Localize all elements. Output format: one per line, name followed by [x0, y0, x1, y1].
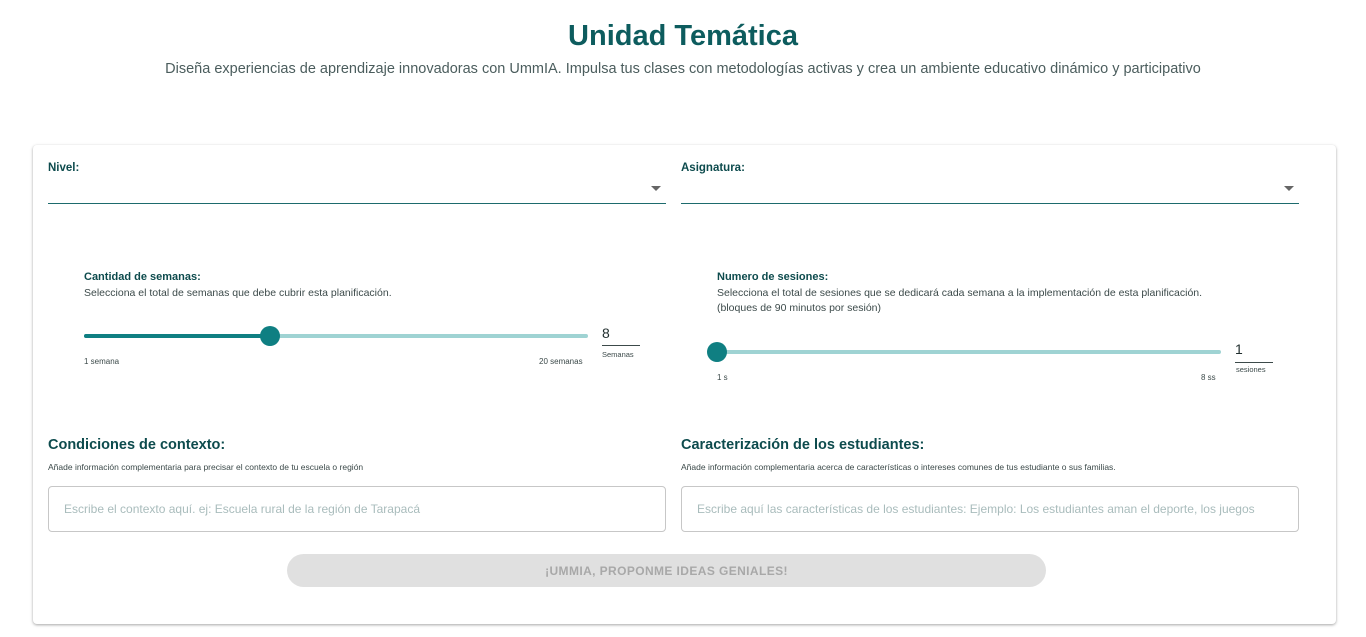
semanas-value[interactable]: 8: [602, 325, 610, 341]
sesiones-max-label: 8 ss: [1201, 373, 1216, 382]
sesiones-description: [717, 286, 1287, 316]
page-subtitle: Diseña experiencias de aprendizaje innovadoras con UmmIA. Impulsa tus clases con metodologías activas y crea un ambiente educativo dinámico y participativo: [165, 61, 1201, 77]
nivel-underline: [48, 203, 666, 204]
estudiantes-title: Caracterización de los estudiantes:: [681, 437, 925, 453]
chevron-down-icon[interactable]: [651, 186, 661, 191]
sesiones-min-label: 1 s: [717, 373, 728, 382]
chevron-down-icon[interactable]: [1284, 186, 1294, 191]
asignatura-select[interactable]: [681, 145, 1299, 205]
semanas-description: Selecciona el total de semanas que debe cubrir esta planificación.: [84, 287, 392, 299]
semanas-slider[interactable]: [84, 334, 588, 338]
nivel-select[interactable]: [48, 145, 666, 205]
sesiones-value[interactable]: 1: [1235, 341, 1243, 357]
sesiones-title: Numero de sesiones:: [717, 271, 829, 283]
contexto-description: Añade información complementaria para precisar el contexto de tu escuela o región: [48, 462, 364, 472]
semanas-slider-fill: [84, 334, 270, 338]
semanas-min-label: 1 semana: [84, 357, 120, 366]
sesiones-slider-thumb[interactable]: [707, 342, 727, 362]
semanas-value-underline: [602, 345, 640, 346]
page-title: Unidad Temática: [568, 20, 798, 52]
semanas-title: Cantidad de semanas:: [84, 271, 201, 283]
sesiones-unit: sesiones: [1236, 365, 1266, 374]
sesiones-description-line2: (bloques de 90 minutos por sesión): [717, 302, 882, 314]
nivel-label: Nivel:: [48, 162, 80, 174]
estudiantes-input[interactable]: [681, 486, 1299, 532]
planning-form-card: [33, 145, 1336, 624]
contexto-input[interactable]: [48, 486, 666, 532]
sesiones-value-underline: [1235, 362, 1273, 363]
semanas-max-label: 20 semanas: [539, 357, 583, 366]
sesiones-slider[interactable]: [717, 350, 1221, 354]
sesiones-slider-group: [717, 271, 1287, 316]
asignatura-label: Asignatura:: [681, 162, 745, 174]
contexto-title: Condiciones de contexto:: [48, 437, 226, 453]
asignatura-underline: [681, 203, 1299, 204]
submit-button[interactable]: ¡UMMIA, PROPONME IDEAS GENIALES!: [287, 554, 1046, 587]
semanas-unit: Semanas: [602, 350, 634, 359]
sesiones-description-line1: Selecciona el total de sesiones que se dedicará cada semana a la implementación de esta planificación.: [717, 287, 1203, 299]
estudiantes-description: Añade información complementaria acerca de características o intereses comunes de tus estudiante o sus familias.: [681, 462, 1116, 472]
semanas-slider-group: [84, 271, 644, 301]
semanas-slider-thumb[interactable]: [260, 326, 280, 346]
